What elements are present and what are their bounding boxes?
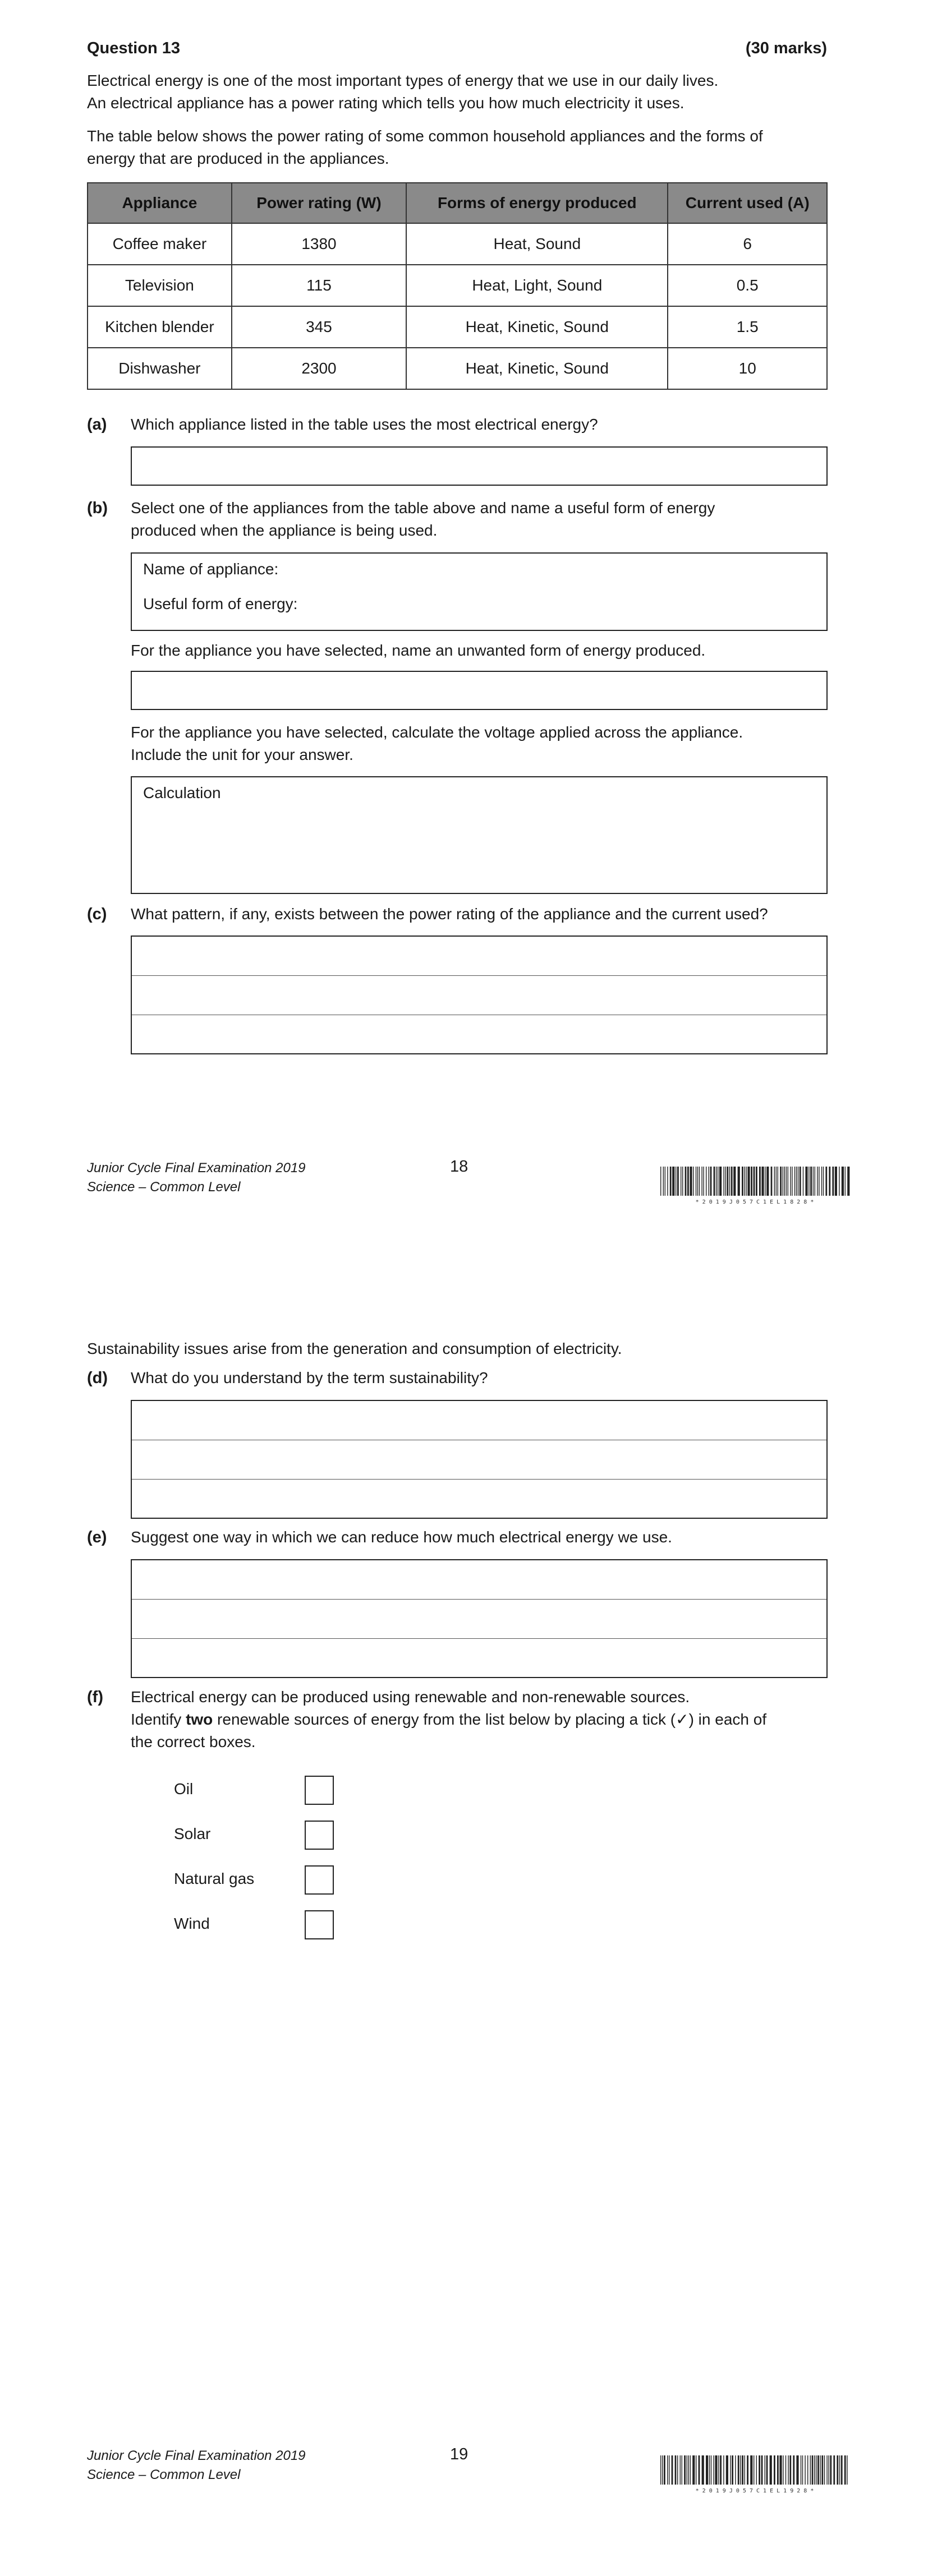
barcode-bar (690, 1167, 692, 1196)
barcode-bar (812, 2455, 814, 2485)
barcode-image (659, 1167, 850, 1206)
useful-energy-label: Useful form of energy: (143, 595, 298, 612)
option-wind-checkbox[interactable] (305, 1910, 334, 1939)
barcode-bar (680, 2455, 681, 2485)
table-row (88, 348, 827, 389)
table-cell: Dishwasher (88, 348, 232, 389)
barcode-bar (690, 2455, 691, 2485)
barcode-bar (786, 1167, 787, 1196)
barcode-bar (810, 1167, 812, 1196)
appliance-name-label: Name of appliance: (143, 560, 279, 578)
part-e-label: (e) (87, 1528, 107, 1546)
barcode-bar (677, 1167, 679, 1196)
barcode-bar (825, 1167, 827, 1196)
barcode-bar (759, 1167, 761, 1196)
intro-line-2: An electrical appliance has a power rating which tells you how much electricity it uses. (87, 94, 684, 112)
barcode-bar (847, 1167, 849, 1196)
barcode-bar (672, 1167, 674, 1196)
voltage-question-line-1: For the appliance you have selected, calculate the voltage applied across the appliance. (131, 724, 743, 741)
barcode-bar (794, 1167, 795, 1196)
barcode-bar (776, 1167, 777, 1196)
footer-exam-title: Junior Cycle Final Examination 2019 (87, 2448, 306, 2463)
barcode-bar (826, 2455, 827, 2485)
table-header: Current used (A) (668, 183, 827, 223)
barcode-bar (699, 1167, 700, 1196)
barcode-bar (817, 2455, 819, 2485)
barcode-bar (660, 1167, 661, 1196)
table-cell: Heat, Kinetic, Sound (406, 306, 668, 348)
barcode-bar (697, 1167, 698, 1196)
barcode-bar (730, 2455, 731, 2485)
page-18 (0, 0, 928, 1284)
barcode-bar (667, 2455, 668, 2485)
barcode-bar (837, 2455, 838, 2485)
table-cell: Kitchen blender (88, 306, 232, 348)
option-wind-label: Wind (174, 1915, 210, 1932)
answer-rule (132, 1479, 826, 1480)
barcode-bar (672, 2455, 673, 2485)
barcode-bar (744, 1167, 745, 1196)
intro-line-1: Electrical energy is one of the most important types of energy that we use in our daily lives. (87, 72, 719, 89)
barcode-bar (747, 2455, 748, 2485)
answer-rule (132, 975, 826, 976)
barcode-bar (844, 2455, 846, 2485)
table-cell: Heat, Light, Sound (406, 265, 668, 306)
barcode-bar (742, 2455, 743, 2485)
question-text: renewable sources of energy from the list below by placing a tick (✓) in each of (213, 1711, 767, 1728)
marks-label: (30 marks) (745, 39, 827, 57)
part-d-question: What do you understand by the term sustainability? (131, 1369, 488, 1386)
barcode-bar (808, 1167, 809, 1196)
barcode-bar (732, 2455, 733, 2485)
barcode-bar (667, 1167, 668, 1196)
barcode-bar (735, 2455, 736, 2485)
barcode-bar (738, 2455, 739, 2485)
table-cell: 345 (232, 306, 406, 348)
barcode-bar (830, 2455, 831, 2485)
barcode-bar (780, 1167, 782, 1196)
question-text: Identify (131, 1711, 186, 1728)
answer-box-e[interactable] (131, 1559, 828, 1678)
part-f-question-line-3: the correct boxes. (131, 1733, 256, 1750)
barcode-bar (790, 1167, 791, 1196)
barcode-bar (835, 1167, 837, 1196)
table-cell: Heat, Sound (406, 223, 668, 265)
barcode-bar (713, 2455, 714, 2485)
barcode-bar (685, 1167, 687, 1196)
part-f-question-line-1: Electrical energy can be produced using renewable and non-renewable sources. (131, 1688, 690, 1706)
barcode-bar (740, 2455, 741, 2485)
barcode-bar (729, 1167, 730, 1196)
barcode-bar (832, 1167, 834, 1196)
barcode-bar (774, 2455, 775, 2485)
barcode-caption: * 2 0 1 9 J 0 5 7 C 1 E L 1 8 2 8 * (695, 1199, 814, 1205)
barcode-bar (800, 1167, 801, 1196)
barcode-bar (718, 2455, 719, 2485)
answer-box-b-appliance[interactable] (131, 552, 828, 631)
table-cell: 1380 (232, 223, 406, 265)
table-header: Power rating (W) (232, 183, 406, 223)
table-row (88, 265, 827, 306)
barcode-bar (709, 2455, 710, 2485)
part-a-question: Which appliance listed in the table uses the most electrical energy? (131, 416, 598, 433)
barcode-bar (703, 1167, 704, 1196)
barcode-bar (793, 2455, 794, 2485)
option-natural-gas-checkbox[interactable] (305, 1865, 334, 1895)
barcode-bar (761, 2455, 763, 2485)
part-d-label: (d) (87, 1369, 108, 1387)
footer-exam-title: Junior Cycle Final Examination 2019 (87, 1160, 306, 1176)
barcode-bar (810, 2455, 811, 2485)
barcode-bar (784, 1167, 785, 1196)
option-solar-checkbox[interactable] (305, 1821, 334, 1850)
barcode-bar (814, 2455, 815, 2485)
barcode-bar (687, 1167, 689, 1196)
sustainability-intro: Sustainability issues arise from the generation and consumption of electricity. (87, 1340, 622, 1357)
barcode-bar (829, 1167, 830, 1196)
footer-subject: Science – Common Level (87, 1179, 241, 1195)
barcode-bar (720, 2455, 722, 2485)
part-f-question-line-2 (131, 1708, 766, 1731)
table-header: Forms of energy produced (406, 183, 668, 223)
barcode-bar (692, 2455, 695, 2485)
page-number: 19 (450, 2445, 468, 2463)
barcode-image (659, 2455, 850, 2495)
unwanted-energy-question: For the appliance you have selected, name an unwanted form of energy produced. (131, 642, 706, 659)
barcode-bar (742, 1167, 743, 1196)
table-cell: 10 (668, 348, 827, 389)
barcode-bar (747, 1167, 750, 1196)
calculation-label: Calculation (143, 784, 221, 801)
option-solar-label: Solar (174, 1825, 211, 1842)
barcode-bar (660, 2455, 661, 2485)
barcode-bar (677, 2455, 678, 2485)
barcode-bar (766, 2455, 768, 2485)
option-natural-gas-label: Natural gas (174, 1870, 255, 1887)
barcode-bar (662, 2455, 663, 2485)
barcode-bar (823, 1167, 824, 1196)
barcode-bar (828, 2455, 829, 2485)
part-f-label: (f) (87, 1688, 103, 1706)
barcode-bar (699, 2455, 700, 2485)
barcode-bar (756, 2455, 757, 2485)
barcode-bar (754, 1167, 755, 1196)
barcode-bar (701, 1167, 702, 1196)
table-header-row (88, 183, 827, 223)
page-number: 18 (450, 1158, 468, 1176)
answer-box-b-unwanted[interactable] (131, 671, 828, 710)
barcode-bar (714, 1167, 715, 1196)
barcode-bar (805, 1167, 807, 1196)
barcode-bar (796, 2455, 798, 2485)
table-row (88, 223, 827, 265)
barcode-bar (779, 2455, 782, 2485)
barcode-bar (719, 1167, 722, 1196)
barcode-bar (675, 2455, 677, 2485)
barcode-bar (833, 2455, 835, 2485)
answer-box-c[interactable] (131, 936, 828, 1054)
barcode-bar (738, 1167, 740, 1196)
answer-rule (132, 1599, 826, 1600)
barcode-bar (715, 2455, 717, 2485)
barcode-bar (682, 1167, 683, 1196)
table-cell: Coffee maker (88, 223, 232, 265)
barcode-bar (727, 1167, 728, 1196)
barcode-bar (802, 2455, 803, 2485)
appliance-table (87, 182, 828, 390)
page-19 (0, 1296, 928, 2576)
barcode-bar (777, 2455, 779, 2485)
intro-line-3: The table below shows the power rating of some common household appliances and the forms of (87, 127, 763, 145)
barcode-bar (726, 2455, 728, 2485)
barcode-bar (670, 1167, 672, 1196)
barcode-bar (785, 2455, 786, 2485)
answer-box-d[interactable] (131, 1400, 828, 1519)
barcode-bar (688, 2455, 689, 2485)
barcode-bar (664, 2455, 665, 2485)
part-b-question-line-1: Select one of the appliances from the table above and name a useful form of energy (131, 499, 715, 517)
part-e-question: Suggest one way in which we can reduce how much electrical energy we use. (131, 1528, 672, 1546)
barcode-bar (733, 1167, 736, 1196)
part-b-label: (b) (87, 499, 108, 517)
barcode-bar (663, 1167, 664, 1196)
barcode-bar (807, 2455, 808, 2485)
barcode-bar (841, 2455, 843, 2485)
barcode-bar (702, 2455, 704, 2485)
footer-subject: Science – Common Level (87, 2467, 241, 2482)
answer-rule (132, 1638, 826, 1639)
table-cell: Heat, Kinetic, Sound (406, 348, 668, 389)
intro-line-4: energy that are produced in the appliances. (87, 150, 389, 167)
table-cell: 2300 (232, 348, 406, 389)
part-c-question: What pattern, if any, exists between the power rating of the appliance and the current used? (131, 905, 768, 923)
barcode-bar (813, 1167, 814, 1196)
table-cell: 0.5 (668, 265, 827, 306)
table-cell: 115 (232, 265, 406, 306)
barcode-bar (684, 2455, 686, 2485)
barcode-bar (706, 2455, 708, 2485)
part-b-question-line-2: produced when the appliance is being used. (131, 522, 438, 539)
barcode-bar (821, 1167, 822, 1196)
barcode-bar (842, 1167, 844, 1196)
barcode-bar (750, 2455, 752, 2485)
barcode-bar (766, 1167, 769, 1196)
barcode-bar (751, 1167, 752, 1196)
table-cell: Television (88, 265, 232, 306)
barcode-bar (771, 1167, 773, 1196)
barcode-bar (731, 1167, 733, 1196)
table-cell: 6 (668, 223, 827, 265)
barcode-bar (761, 1167, 764, 1196)
option-oil-checkbox[interactable] (305, 1776, 334, 1805)
voltage-question-line-2: Include the unit for your answer. (131, 746, 353, 763)
calculation-box[interactable] (131, 776, 828, 894)
emphasis-text: two (186, 1711, 213, 1728)
barcode-bar (710, 1167, 712, 1196)
table-cell: 1.5 (668, 306, 827, 348)
option-oil-label: Oil (174, 1780, 194, 1798)
barcode-bar (839, 2455, 840, 2485)
barcode-bar (770, 2455, 772, 2485)
part-a-label: (a) (87, 416, 107, 434)
barcode-bar (723, 1167, 724, 1196)
table-row (88, 306, 827, 348)
barcode-caption: * 2 0 1 9 J 0 5 7 C 1 E L 1 9 2 8 * (695, 2488, 814, 2494)
barcode-bar (821, 2455, 823, 2485)
part-c-label: (c) (87, 905, 107, 923)
barcode-bar (756, 1167, 757, 1196)
barcode-bar (824, 2455, 825, 2485)
question-title: Question 13 (87, 39, 180, 57)
barcode-bar (723, 2455, 724, 2485)
barcode-bar (789, 2455, 791, 2485)
barcode-bar (845, 1167, 846, 1196)
table-header: Appliance (88, 183, 232, 223)
barcode-bar (774, 1167, 775, 1196)
answer-box-a[interactable] (131, 446, 828, 486)
barcode-bar (796, 1167, 797, 1196)
barcode-bar (759, 2455, 760, 2485)
